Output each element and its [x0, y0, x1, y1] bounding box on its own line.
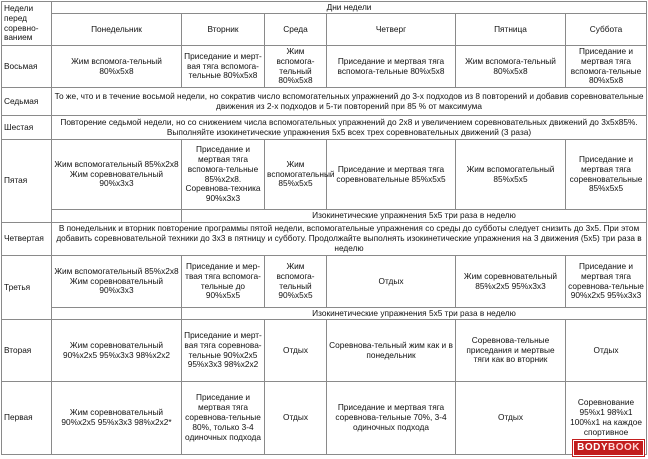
- day-header-saturday: Суббота: [566, 14, 647, 46]
- week-label: Седьмая: [2, 88, 52, 116]
- cell-tuesday: Приседание и мертвая тяга соревнова-тельные 80%, только 3-4 одиночных подхода: [182, 382, 265, 455]
- table-row: [2, 210, 647, 223]
- bodybook-watermark-logo: [573, 440, 644, 456]
- days-of-week-header: Дни недели: [52, 2, 647, 14]
- blank-cell: [52, 210, 182, 223]
- cell-saturday: Приседание и мертвая тяга соревнова-тельные 90%х2х5 95%х3х3: [566, 256, 647, 308]
- cell-tuesday: Приседание и мер-твая тяга вспомога-тельные до 90%х5х5: [182, 256, 265, 308]
- table-row: [2, 46, 647, 88]
- day-header-friday: Пятница: [456, 14, 566, 46]
- cell-saturday: Приседание и мертвая тяга вспомога-тельные 80%х5х8: [566, 46, 647, 88]
- cell-friday: Жим вспомогательный 85%х5х5: [456, 140, 566, 210]
- blank-cell: [52, 308, 182, 320]
- table-row: [2, 382, 647, 455]
- week-label: Восьмая: [2, 46, 52, 88]
- weeks-column-header: Недели перед соревно-ванием: [2, 2, 52, 46]
- table-row: [2, 308, 647, 320]
- week-description: То же, что и в течение восьмой недели, но сократив число вспомогательных упражнений до 3-х подходов из 8 повторений и добавив соревновательные движения из 2-х подходов и 5-ти повторений при 85 % от максимума: [52, 88, 647, 116]
- cell-monday: Жим соревновательный 90%х2х5 95%х3х3 98%х2х2*: [52, 382, 182, 455]
- logo-text-part2: BOOK: [608, 442, 640, 453]
- cell-monday: Жим вспомогательный 85%х2х8 Жим соревновательный 90%х3х3: [52, 256, 182, 308]
- cell-wednesday: Отдых: [265, 382, 327, 455]
- cell-wednesday: Отдых: [265, 320, 327, 382]
- table-row: [2, 116, 647, 140]
- week-note: Изокинетические упражнения 5х5 три раза в неделю: [182, 210, 647, 223]
- cell-thursday: Приседание и мертвая тяга вспомога-тельные 80%х5х8: [327, 46, 456, 88]
- cell-friday: Жим вспомога-тельный 80%х5х8: [456, 46, 566, 88]
- cell-monday: Жим соревновательный 90%х2х5 95%х3х3 98%х2х2: [52, 320, 182, 382]
- table-row: [2, 140, 647, 210]
- cell-thursday: Отдых: [327, 256, 456, 308]
- cell-thursday: Приседание и мертвая тяга соревнова-тельные 70%, 3-4 одиночных подхода: [327, 382, 456, 455]
- cell-wednesday: Жим вспомога-тельный 90%х5х5: [265, 256, 327, 308]
- cell-tuesday: Приседание и мерт-вая тяга вспомога-тельные 80%х5х8: [182, 46, 265, 88]
- week-description: Повторение седьмой недели, но со снижением числа вспомогательных упражнений до 2х8 и увеличением соревновательных движений до 3х5х85%. Выполняйте изокинетические упражнения 5х5 всех трех соревновательных движений (3 раза): [52, 116, 647, 140]
- cell-tuesday: Приседание и мертвая тяга вспомога-тельные 85%х2х8. Соревнова-техника 90%х3х3: [182, 140, 265, 210]
- training-plan-table: [1, 1, 647, 455]
- table-row: [2, 320, 647, 382]
- logo-text-part1: BODY: [577, 442, 608, 453]
- week-label: Шестая: [2, 116, 52, 140]
- cell-thursday: Приседание и мертвая тяга соревновательные 85%х5х5: [327, 140, 456, 210]
- cell-wednesday: Жим вспомога-тельный 80%х5х8: [265, 46, 327, 88]
- day-header-wednesday: Среда: [265, 14, 327, 46]
- week-description: В понедельник и вторник повторение программы пятой недели, вспомогательные упражнения со среды до субботы следует снизить до 3х5. При этом добавить соревновательной техники до 3х3 в пятницу и субботу. Продолжайте выполнять изокинетические упражнения на 3 движения (5х5) три раза в неделю: [52, 223, 647, 256]
- cell-monday: Жим вспомогательный 85%х2х8 Жим соревновательный 90%х3х3: [52, 140, 182, 210]
- day-header-thursday: Четверг: [327, 14, 456, 46]
- week-label: Четвертая: [2, 223, 52, 256]
- week-label: Вторая: [2, 320, 52, 382]
- cell-tuesday: Приседание и мерт-вая тяга соревнова-тельные 90%х2х5 95%х3х3 98%х2х2: [182, 320, 265, 382]
- week-label: Пятая: [2, 140, 52, 223]
- cell-saturday: Приседание и мертвая тяга соревновательные 85%х5х5: [566, 140, 647, 210]
- cell-wednesday: Жим вспомогательный 85%х5х5: [265, 140, 327, 210]
- cell-friday: Жим соревновательный 85%х2х5 95%х3х3: [456, 256, 566, 308]
- table-row: [2, 88, 647, 116]
- table-row: [2, 256, 647, 308]
- cell-friday: Отдых: [456, 382, 566, 455]
- cell-monday: Жим вспомога-тельный 80%х5х8: [52, 46, 182, 88]
- table-row: [2, 223, 647, 256]
- day-header-monday: Понедельник: [52, 14, 182, 46]
- cell-saturday: Отдых: [566, 320, 647, 382]
- cell-friday: Соревнова-тельные приседания и мертвые тяги как во вторник: [456, 320, 566, 382]
- week-label: Третья: [2, 256, 52, 320]
- week-label: Первая: [2, 382, 52, 455]
- cell-saturday: Соревнование 95%х1 98%х1 100%х1 на каждое спортивное: [566, 382, 647, 455]
- cell-thursday: Соревнова-тельный жим как и в понедельник: [327, 320, 456, 382]
- day-header-tuesday: Вторник: [182, 14, 265, 46]
- week-note: Изокинетические упражнения 5х5 три раза в неделю: [182, 308, 647, 320]
